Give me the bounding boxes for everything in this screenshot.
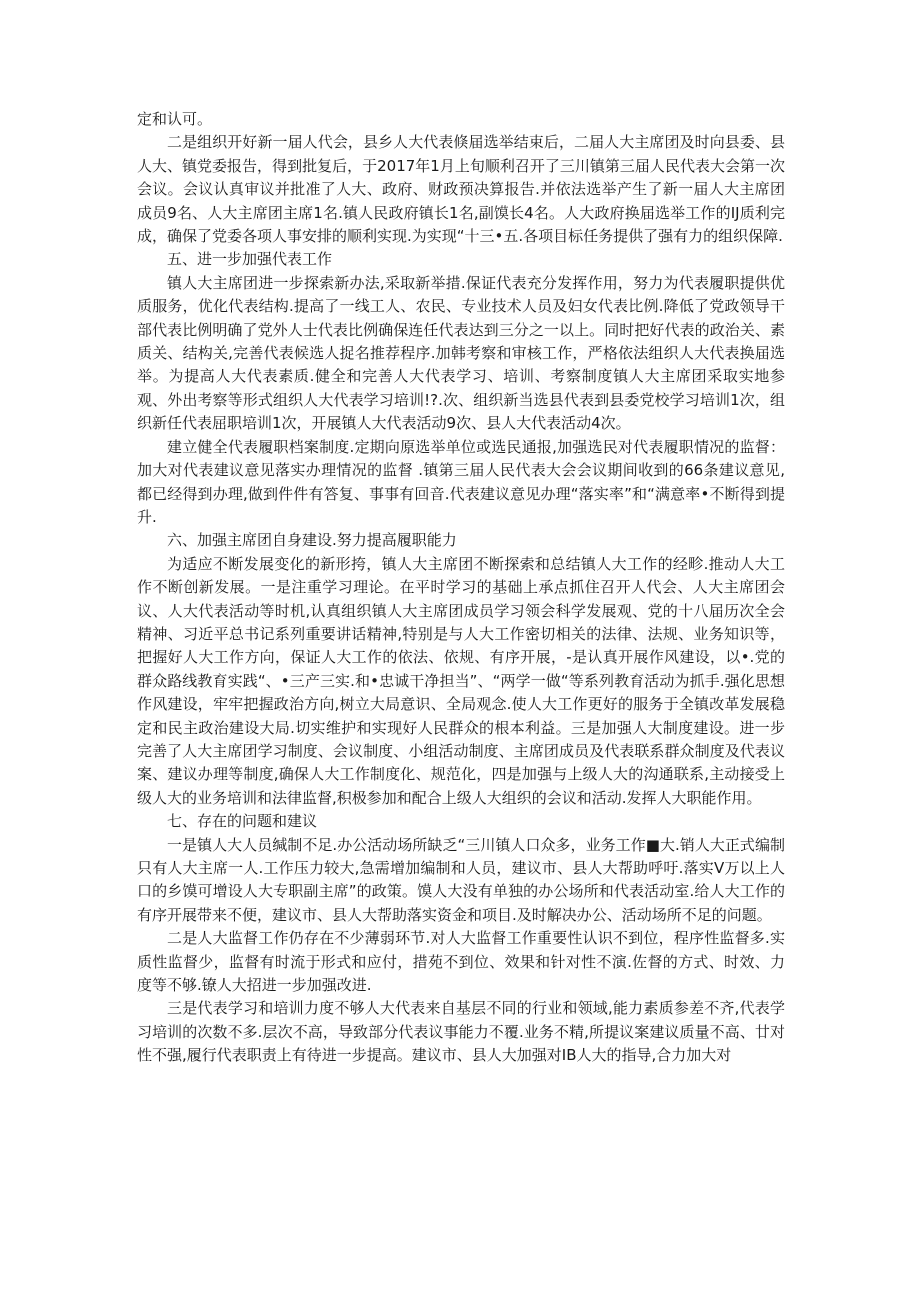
paragraph: 二是人大监督工作仍存在不少薄弱环节.对人大监督工作重要性认识不到位，程序性监督多.实质性监督少，监督有时流于形式和应付，措苑不到位、效果和针对性不演.佐督的方式、时效、力度等不够.镣人大招进一步加强改进.: [137, 929, 785, 995]
paragraph: 三是代表学习和培训力度不够人大代表来自基层不同的行业和领域,能力素质参差不齐,代表学习培训的次数不多.层次不高，导致部分代表议事能力不覆.业务不精,所提议案建议质量不高、廿对性不强,履行代表职责上有待进一步提高。建议市、县人大加强对IB人大的指导,合力加大对: [137, 999, 785, 1065]
document-page: [137, 108, 785, 1068]
section-heading: 六、加强主席团自身建设.努力提高履职能力: [167, 531, 457, 550]
section-heading: 七、存在的问题和建议: [167, 812, 318, 831]
section-heading: 五、进一步加强代表工作: [167, 250, 333, 269]
paragraph: 建立健全代表履职档案制度.定期向原选举单位或选民通报,加强选民对代表履职情况的监督：加大对代表建议意见落实办理情况的监督 .镇第三届人民代表大会会议期间收到的66条建议意见,都已经得到办理,做到件件有答复、事事有回音.代表建议意见办理“落实率”和“满意率•不断得到提升.: [137, 437, 785, 526]
paragraph: 为适应不断发展变化的新形挎，镇人大主席团不断探索和总结镇人大工作的经畛.推动人大工作不断创新发展。一是注重学习理论。在平时学习的基础上承点抓住召开人代会、人大主席团会议、人大代表活动等时机,认真组织镇人大主席团成员学习领会科学发展观、党的十八届历次全会精神、习近平总书记系列重要讲话精神,特别是与人大工作密切相关的法律、法规、业务知识等，把握好人大工作方向，保证人大工作的依法、依规、有序开展，-是认真开展作风建设，以•.党的群众路线教育实践“、•三产三实.和•忠诚干净担当”、“两学一做“等系列教育活动为抓手.强化思想作风建设，牢牢把握政治方向,树立大局意识、全局观念.使人大工作更好的服务于全镇改革发展稳定和民主政治建设大局.切实维护和实现好人民群众的根本利益。三是加强人大制度建设。进一步完善了人大主席团学习制度、会议制度、小组活动制度、主席团成员及代表联系群众制度及代表议案、建议办理等制度,确保人大工作制度化、规范化，四是加强与上级人大的沟通联系,主动接受上级人大的业务培训和法律监督,积极参加和配合上级人大组织的会议和活动.发挥人大职能作用。: [137, 554, 785, 807]
paragraph: 二是组织开好新一届人代会，县乡人大代表倏届选举结束后，二届人大主席团及时向县委、县人大、镇党委报告，得到批复后，于2017年1月上旬顺利召开了三川镇第三届人民代表大会第一次会议。会议认真审议并批准了人大、政府、财政预决算报告.并依法选举产生了新一届人大主席团成员9名、人大主席团主席1名.镇人民政府镇长1名,副馍长4名。人大政府换届选举工作的IJ质利完成，确保了党委各项人事安排的顺利实现.为实现“十三•五.各项目标任务提供了强有力的组织保障.: [137, 133, 785, 246]
paragraph: 镇人大主席团进一步探索新办法,采取新举措.保证代表充分发挥作用，努力为代表履职提供优质服务，优化代表结构.提高了一线工人、农民、专业技术人员及妇女代表比例.降低了党政领导干部代表比例明确了党外人士代表比例确保连任代表达到三分之一以上。同时把好代表的政治关、素质关、结构关,完善代表候选人捉名推荐程序.加韩考察和审核工作，严格依法组织人大代表换届选举。为提高人大代表素质.健全和完善人大代表学习、培训、考察制度镇人大主席团采取实地参观、外出考察等形式组织人大代表学习培训!?.次、组织新当选县代表到县委党校学习培训1次，组织新任代表屈职培训1次，开展镇人大代表活动9次、县人大代表活动4次。: [137, 273, 785, 433]
paragraph: 一是镇人大人员缄制不足.办公活动场所缺乏“三川镇人口众多，业务工作■大.销人大正式编制只有人大主席一人.工作压力较大,急需增加编制和人员，建议市、县人大帮助呼吁.落实V万以上人口的乡馍可增设人大专职副主席”的政策。馍人大没有单独的办公场所和代表活动室.给人大工作的有序开展带来不便，建议市、县人大帮助落实资金和项目.及时解决办公、活动场所不足的问题。: [137, 835, 785, 924]
paragraph: 定和认可。: [137, 110, 213, 128]
